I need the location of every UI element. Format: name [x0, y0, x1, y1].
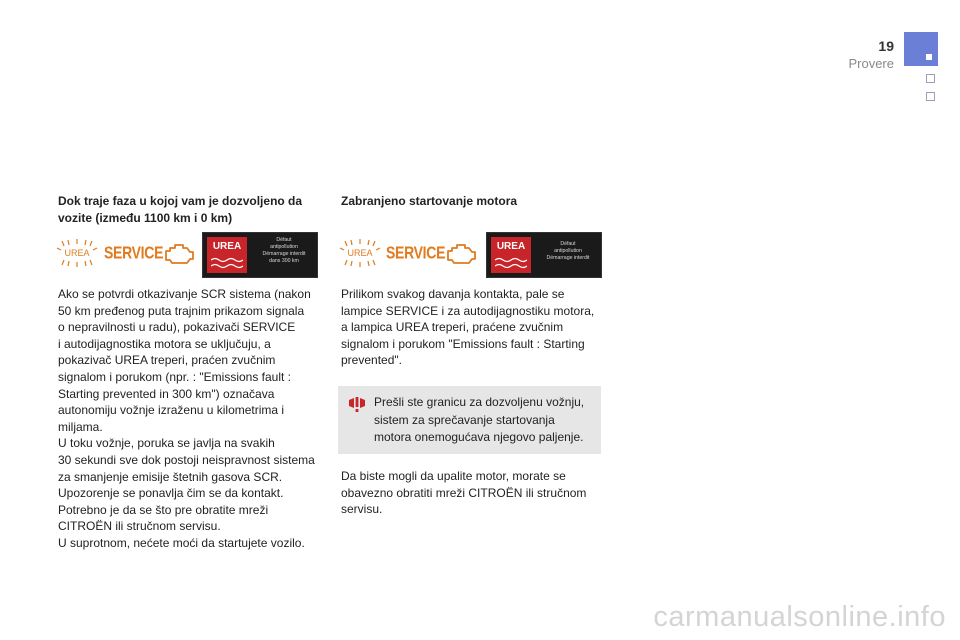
display-message: Défaut antipollution Démarrage interdit dans 300 km — [262, 237, 306, 264]
dashboard-display — [486, 232, 602, 278]
dashboard-display — [202, 232, 318, 278]
right-footer-text: Da biste mogli da upalite motor, morate se obavezno obratiti mreži CITROËN ili stručnom servisu. — [341, 469, 587, 517]
warning-box — [338, 386, 601, 454]
section-tab-active[interactable] — [904, 32, 938, 66]
urea-display-indicator — [207, 237, 247, 273]
alert-icon — [348, 396, 366, 414]
watermark: carmanualsonline.info — [653, 601, 946, 633]
urea-display-label: UREA — [212, 241, 242, 252]
display-message: Défaut antipollution Démarrage interdit — [546, 241, 590, 261]
service-indicator-label: SERVICE — [104, 242, 164, 262]
right-footer — [341, 468, 605, 518]
left-body-text: Ako se potvrdi otkazivanje SCR sistema (nakon 50 km pređenog puta trajnim prikazom signala o nepravilnosti u radu), pokazivači SERVICE i autodijagnostika motora se uključuju, a pokazivač UREA treperi, praćen zvučnim signalom i porukom (npr. : "Emissions fault : Starting prevented in 300 km") označava autonomiju vožnje izraženu u kilometrima i miljama. U toku vožnje, poruka se javlja na svakih 30 sekundi sve dok postoji neispravnost sistema za smanjenje emisije štetnih gasova SCR. Upozorenje se ponavlja čim se da kontakt. Potrebno je da se što pre obratite mreži CITROËN ili stručnom servisu. U suprotnom, nećete moći da startujete vozilo. — [58, 287, 315, 550]
left-body — [58, 286, 322, 552]
liquid-waves-icon — [495, 257, 527, 269]
urea-warning-icon — [56, 239, 98, 267]
liquid-waves-icon — [211, 257, 243, 269]
urea-display-label: UREA — [496, 241, 526, 252]
right-column — [341, 193, 603, 210]
urea-warning-icon — [339, 239, 381, 267]
service-indicator-label: SERVICE — [386, 242, 446, 262]
right-body — [341, 286, 605, 369]
engine-check-icon — [444, 241, 478, 267]
engine-check-icon — [162, 241, 196, 267]
left-heading: Dok traje faza u kojoj vam je dozvoljeno da vozite (između 1100 km i 0 km) — [58, 194, 303, 225]
section-tab[interactable] — [926, 74, 935, 83]
urea-small-label: UREA — [347, 248, 373, 258]
left-indicator-row — [56, 232, 318, 278]
urea-small-label: UREA — [64, 248, 90, 258]
right-heading: Zabranjeno startovanje motora — [341, 194, 518, 208]
right-indicator-row — [339, 232, 601, 278]
warning-text: Prešli ste granicu za dozvoljenu vožnju, sistem za sprečavanje startovanja motora onemogućava njegovo paljenje. — [374, 395, 585, 444]
page-number: 19 — [878, 38, 894, 54]
urea-display-indicator — [491, 237, 531, 273]
tab-dot — [926, 54, 932, 60]
section-tab[interactable] — [926, 92, 935, 101]
right-body-text: Prilikom svakog davanja kontakta, pale se lampice SERVICE i za autodijagnostiku motora, a lampica UREA treperi, praćene zvučnim signalom i porukom "Emissions fault : Starting prevented". — [341, 287, 595, 368]
section-label: Provere — [848, 56, 894, 71]
left-column — [58, 193, 320, 227]
